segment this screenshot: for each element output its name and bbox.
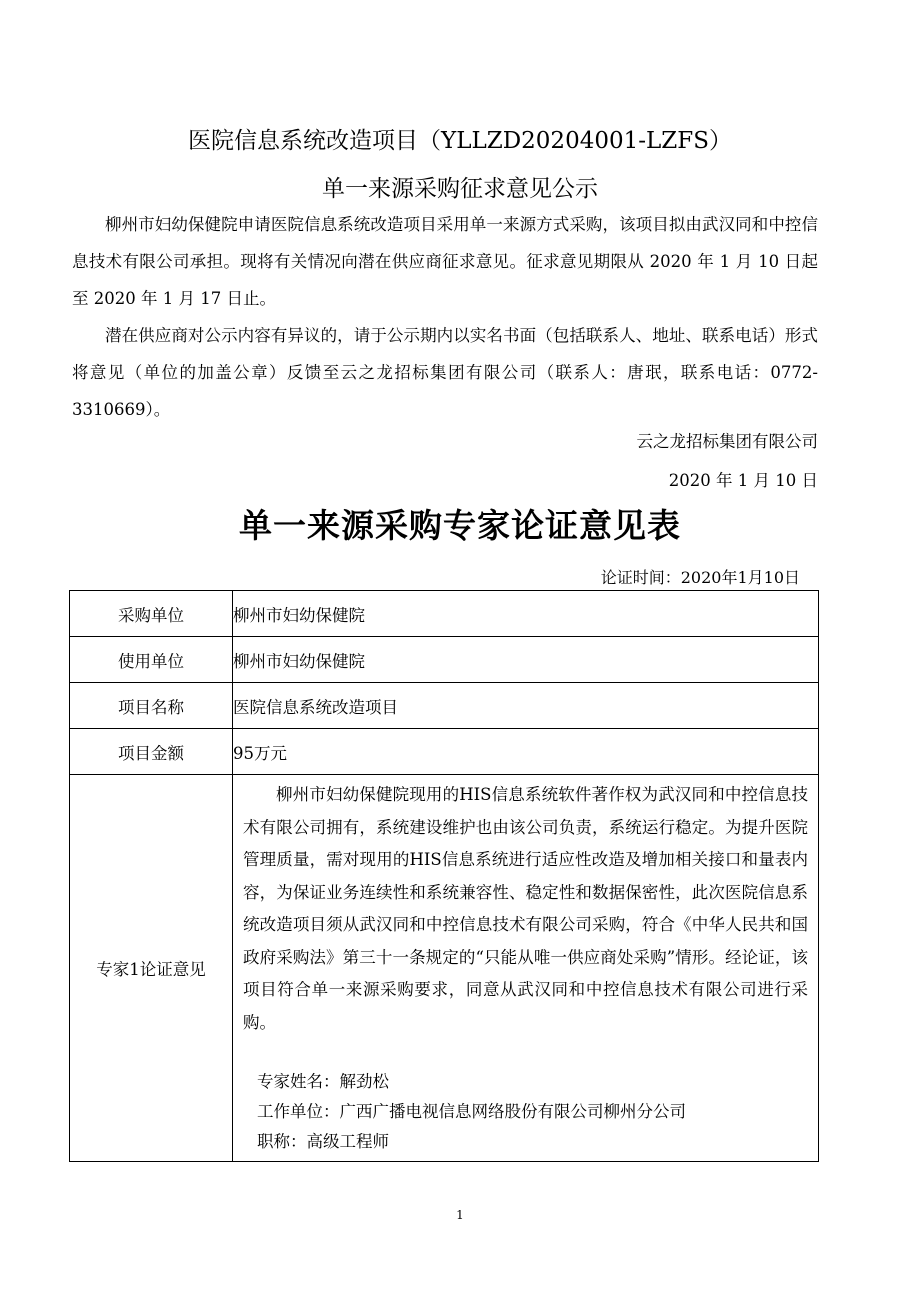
notice-title-line1: 医院信息系统改造项目（YLLZD20204001-LZFS）	[188, 128, 732, 154]
table-row	[70, 591, 819, 637]
signature-organization: 云之龙招标集团有限公司	[636, 432, 818, 451]
row-value: 柳州市妇幼保健院	[233, 591, 819, 637]
row-label: 采购单位	[70, 591, 233, 637]
table-row	[70, 637, 819, 683]
expert-opinion: 柳州市妇幼保健院现用的HIS信息系统软件著作权为武汉同和中控信息技术有限公司拥有，系统建设维护也由该公司负责，系统运行稳定。为提升医院管理质量，需对现用的HIS信息系统进行适应性改造及增加相关接口和量表内容，为保证业务连续性和系统兼容性、稳定性和数据保密性，此次医院信息系统改造项目须从武汉同和中控信息技术有限公司采购，符合《中华人民共和国政府采购法》第三十一条规定的“只能从唯一供应商处采购”情形。经论证，该项目符合单一来源采购要求，同意从武汉同和中控信息技术有限公司进行采购。	[243, 785, 808, 1032]
table-row	[70, 683, 819, 729]
notice-title-line2: 单一来源采购征求意见公示	[322, 176, 598, 202]
row-label: 项目名称	[70, 683, 233, 729]
opinion-table	[69, 590, 819, 1162]
expert-label: 专家1论证意见	[70, 775, 233, 1162]
row-label: 项目金额	[70, 729, 233, 775]
row-value: 95万元	[233, 729, 819, 775]
notice-paragraph-2: 潜在供应商对公示内容有异议的，请于公示期内以实名书面（包括联系人、地址、联系电话）形式将意见（单位的加盖公章）反馈至云之龙招标集团有限公司（联系人：唐珉，联系电话：0772-3310669）。	[72, 326, 818, 419]
page-number: 1	[456, 1208, 464, 1222]
form-date-line: 论证时间：2020年1月10日	[600, 568, 800, 587]
table-row	[70, 729, 819, 775]
row-value: 医院信息系统改造项目	[233, 683, 819, 729]
expert-name: 专家姓名：解劲松	[257, 1072, 389, 1091]
expert-cell	[233, 775, 819, 1162]
row-label: 使用单位	[70, 637, 233, 683]
expert-title: 职称：高级工程师	[257, 1132, 389, 1151]
notice-paragraph-1: 柳州市妇幼保健院申请医院信息系统改造项目采用单一来源方式采购，该项目拟由武汉同和中控信息技术有限公司承担。现将有关情况向潜在供应商征求意见。征求意见期限从 2020 年 1 月 10 日起至 2020 年 1 月 17 日止。	[72, 215, 818, 308]
signature-date: 2020 年 1 月 10 日	[668, 471, 818, 490]
form-heading: 单一来源采购专家论证意见表	[239, 506, 681, 545]
expert-work-unit: 工作单位：广西广播电视信息网络股份有限公司柳州分公司	[257, 1102, 686, 1121]
row-value: 柳州市妇幼保健院	[233, 637, 819, 683]
expert-row	[70, 775, 819, 1162]
